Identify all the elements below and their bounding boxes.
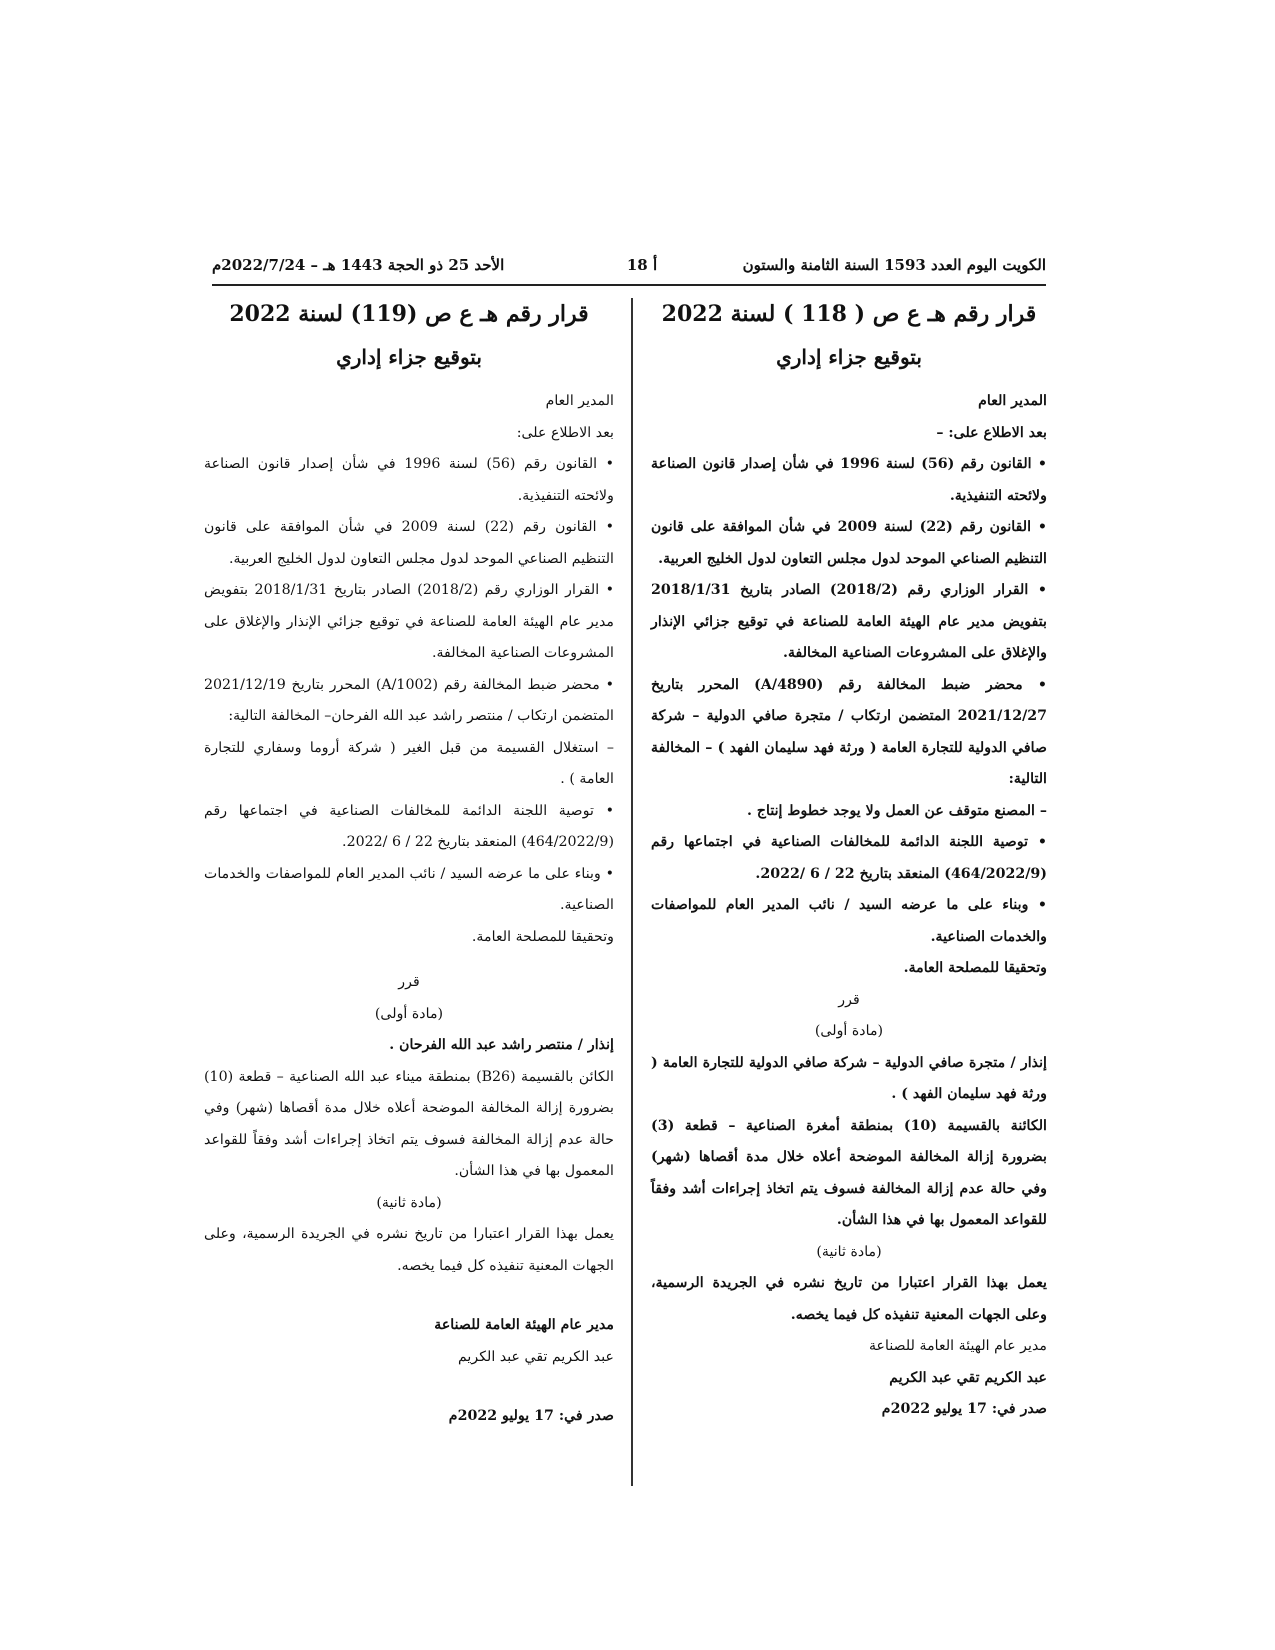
signatory-name: عبد الكريم تقي عبد الكريم	[457, 1348, 614, 1365]
article-text: يعمل بهذا القرار اعتبارا من تاريخ نشره في الجريدة الرسمية، وعلى الجهات المعنية تنفيذه كل فيما يخصه.	[204, 1226, 614, 1274]
signatory-title: مدير عام الهيئة العامة للصناعة	[434, 1317, 614, 1333]
paragraph: المدير العام	[545, 393, 614, 409]
paragraph: • القانون رقم (22) لسنة 2009 في شأن الموافقة على قانون التنظيم الصناعي الموحد لدول مجلس التعاون لدول الخليج العربية.	[651, 519, 1047, 567]
article-text: يعمل بهذا القرار اعتبارا من تاريخ نشره في الجريدة الرسمية، وعلى الجهات المعنية تنفيذه كل فيما يخصه.	[651, 1275, 1047, 1323]
issue-date-line: صدر في: 17 يوليو 2022م	[881, 1401, 1047, 1417]
page-header	[212, 254, 1046, 278]
page-number: أ 18	[626, 256, 658, 274]
decision-118	[651, 292, 1047, 1426]
paragraph: • توصية اللجنة الدائمة للمخالفات الصناعية في اجتماعها رقم (464/2022/9) المنعقد بتاريخ 22 / 6 /2022.	[651, 834, 1047, 882]
paragraph: • القرار الوزاري رقم (2018/2) الصادر بتاريخ 2018/1/31 بتفويض مدير عام الهيئة العامة للصناعة في توقيع جزائي الإنذار والإغلاق على المشروعات الصناعية المخالفة.	[651, 582, 1047, 661]
decision-title: قرار رقم هـ ع ص (119) لسنة 2022	[229, 301, 589, 327]
paragraph: وتحقيقا للمصلحة العامة.	[471, 928, 614, 945]
article-text: إنذار / منتصر راشد عبد الله الفرحان .	[389, 1037, 614, 1053]
article-label: (مادة ثانية)	[816, 1243, 882, 1260]
paragraph: المدير العام	[978, 393, 1047, 409]
paragraph: • توصية اللجنة الدائمة للمخالفات الصناعية في اجتماعها رقم (464/2022/9) المنعقد بتاريخ 22 / 6 /2022.	[204, 802, 614, 850]
paragraph: وتحقيقا للمصلحة العامة.	[903, 960, 1047, 976]
signatory-name: عبد الكريم تقي عبد الكريم	[889, 1369, 1047, 1386]
paragraph: – المصنع متوقف عن العمل ولا يوجد خطوط إنتاج .	[746, 802, 1047, 819]
decision-119	[204, 292, 614, 1433]
paragraph: • القرار الوزاري رقم (2018/2) الصادر بتاريخ 2018/1/31 بتفويض مدير عام الهيئة العامة للصناعة في توقيع جزائي الإنذار والإغلاق على المشروعات الصناعية المخالفة.	[204, 582, 614, 661]
decision-title: قرار رقم هـ ع ص ( 118 ) لسنة 2022	[661, 301, 1037, 327]
paragraph: • محضر ضبط المخالفة رقم (A/4890) المحرر بتاريخ 2021/12/27 المتضمن ارتكاب / متجرة صافي الدولية – شركة صافي الدولية للتجارة العامة ( ورثة فهد سليمان الفهد ) – المخالفة التالية:	[651, 676, 1048, 787]
publication-info: الكويت اليوم العدد 1593 السنة الثامنة والستون	[742, 256, 1046, 274]
article-label: (مادة أولى)	[814, 1023, 884, 1039]
paragraph: – استغلال القسيمة من قبل الغير ( شركة أروما وسفاري للتجارة العامة ) .	[204, 739, 614, 787]
paragraph: • القانون رقم (56) لسنة 1996 في شأن إصدار قانون الصناعة ولائحته التنفيذية.	[651, 456, 1047, 504]
decided-heading: قرر	[838, 991, 860, 1008]
article-label: (مادة ثانية)	[376, 1194, 442, 1211]
paragraph: بعد الاطلاع على: –	[936, 424, 1047, 441]
paragraph: • محضر ضبط المخالفة رقم (A/1002) المحرر بتاريخ 2021/12/19 المتضمن ارتكاب / منتصر راشد عبد الله الفرحان– المخالفة التالية:	[204, 676, 614, 724]
issue-date: الأحد 25 ذو الحجة 1443 هـ – 2022/7/24م	[212, 256, 505, 274]
article-text: إنذار / متجرة صافي الدولية – شركة صافي الدولية للتجارة العامة ( ورثة فهد سليمان الفهد ) .	[651, 1054, 1047, 1102]
paragraph: • القانون رقم (22) لسنة 2009 في شأن الموافقة على قانون التنظيم الصناعي الموحد لدول مجلس التعاون لدول الخليج العربية.	[204, 519, 614, 567]
issue-date-line: صدر في: 17 يوليو 2022م	[448, 1408, 614, 1424]
column-divider	[631, 298, 633, 1486]
paragraph: • القانون رقم (56) لسنة 1996 في شأن إصدار قانون الصناعة ولائحته التنفيذية.	[204, 456, 614, 504]
decision-subtitle: بتوقيع جزاء إداري	[776, 345, 922, 369]
paragraph: • وبناء على ما عرضه السيد / نائب المدير العام للمواصفات والخدمات الصناعية.	[651, 897, 1047, 945]
article-label: (مادة أولى)	[374, 1005, 444, 1022]
header-rule	[212, 284, 1046, 286]
article-text: الكائنة بالقسيمة (10) بمنطقة أمغرة الصناعية – قطعة (3) بضرورة إزالة المخالفة الموضحة أعلاه خلال مدة أقصاها (شهر) وفي حالة عدم إزالة المخالفة فسوف يتم اتخاذ إجراءات أشد وفقاً للقواعد المعمول بها في هذا الشأن.	[651, 1117, 1047, 1228]
paragraph: بعد الاطلاع على:	[516, 424, 614, 441]
decision-subtitle: بتوقيع جزاء إداري	[336, 345, 482, 369]
paragraph: • وبناء على ما عرضه السيد / نائب المدير العام للمواصفات والخدمات الصناعية.	[204, 865, 614, 913]
decided-heading: قرر	[398, 974, 420, 990]
article-text: الكائن بالقسيمة (B26) بمنطقة ميناء عبد الله الصناعية – قطعة (10) بضرورة إزالة المخالفة الموضحة أعلاه خلال مدة أقصاها (شهر) وفي حالة عدم إزالة المخالفة فسوف يتم اتخاذ إجراءات أشد وفقاً للقواعد المعمول بها في هذا الشأن.	[204, 1068, 614, 1179]
signatory-title: مدير عام الهيئة العامة للصناعة	[868, 1338, 1047, 1354]
